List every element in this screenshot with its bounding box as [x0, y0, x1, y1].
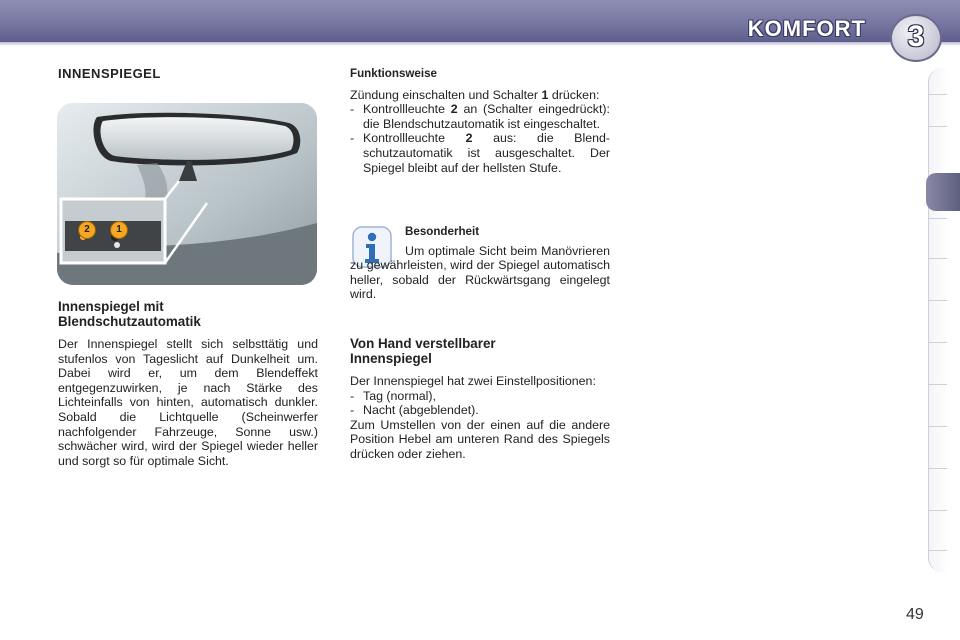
chapter-tabs	[928, 68, 949, 572]
header-shadow	[0, 42, 960, 46]
callout-1: 1	[110, 221, 128, 239]
tab-divider	[929, 126, 947, 127]
tab-divider	[929, 384, 947, 385]
body-paragraph: Der Innenspiegel stellt sich selbsttätig und stufenlos von Tageslicht auf Dunkelheit um. Dabei wird er, um dem Blendeffekt entgegenzuwirken, je nach Stärke des Lichteinfalls von hinten, automatisch dunkler. Sobald die Lichtquelle (Scheinwerfer nachfolgender Fahrzeuge, Sonne usw.) schwächer wird, wird der Spiegel wieder heller und sorgt so für optimale Sicht.	[58, 337, 318, 468]
left-text	[58, 299, 318, 468]
tab-active-chapter[interactable]	[926, 173, 960, 211]
switch-ref-1: 1	[541, 87, 549, 102]
note-box	[350, 225, 610, 302]
manual-title: Von Hand verstellbarer Innenspiegel	[350, 336, 496, 366]
manual-outro: Zum Umstellen von der einen auf die andere Position Hebel am unteren Rand des Spiegels drücken oder ziehen.	[350, 417, 610, 461]
subsection-title: Innenspiegel mit Blendschutzautomatik	[58, 299, 201, 329]
chapter-number: 3	[907, 20, 925, 53]
section-title: KOMFORT	[747, 16, 866, 41]
tab-divider	[929, 510, 947, 511]
tab-divider	[929, 550, 947, 551]
callout-2: 2	[78, 221, 96, 239]
tab-divider	[929, 94, 947, 95]
mirror-photo	[57, 103, 317, 285]
tab-divider	[929, 342, 947, 343]
tab-divider	[929, 468, 947, 469]
tab-divider	[929, 426, 947, 427]
tab-divider	[929, 218, 947, 219]
tab-divider	[929, 300, 947, 301]
chapter-badge	[890, 14, 942, 62]
list-item: - Tag (normal),	[350, 389, 610, 404]
manual-intro: Der Innenspiegel hat zwei Einstellpositionen:	[350, 374, 596, 388]
page-title: INNENSPIEGEL	[58, 66, 161, 81]
funktionsweise-title: Funktionsweise	[350, 67, 437, 80]
left-column	[58, 67, 318, 82]
list-item: - Kontrollleuchte 2 aus: die Blendschutzautomatik ist ausgeschaltet. Der Spiegel bleibt auf der hellsten Stufe.	[350, 131, 610, 175]
manual-section	[350, 336, 610, 462]
func-intro: Zündung einschalten und Schalter 1 drücken:	[350, 87, 600, 102]
note-text: Um optimale Sicht beim Manövrieren zu gewährleisten, wird der Spiegel automatisch heller, sobald der Rückwärtsgang eingelegt wird.	[350, 243, 610, 302]
list-item: - Nacht (abgeblendet).	[350, 403, 610, 418]
note-title: Besonderheit	[405, 225, 480, 238]
mirror-illustration	[57, 103, 317, 285]
tab-divider	[929, 258, 947, 259]
list-item: - Kontrollleuchte 2 an (Schalter eingedrückt): die Blendschutzautomatik ist eingeschaltet.	[350, 102, 610, 131]
page-number: 49	[906, 606, 924, 623]
right-column	[350, 67, 610, 175]
